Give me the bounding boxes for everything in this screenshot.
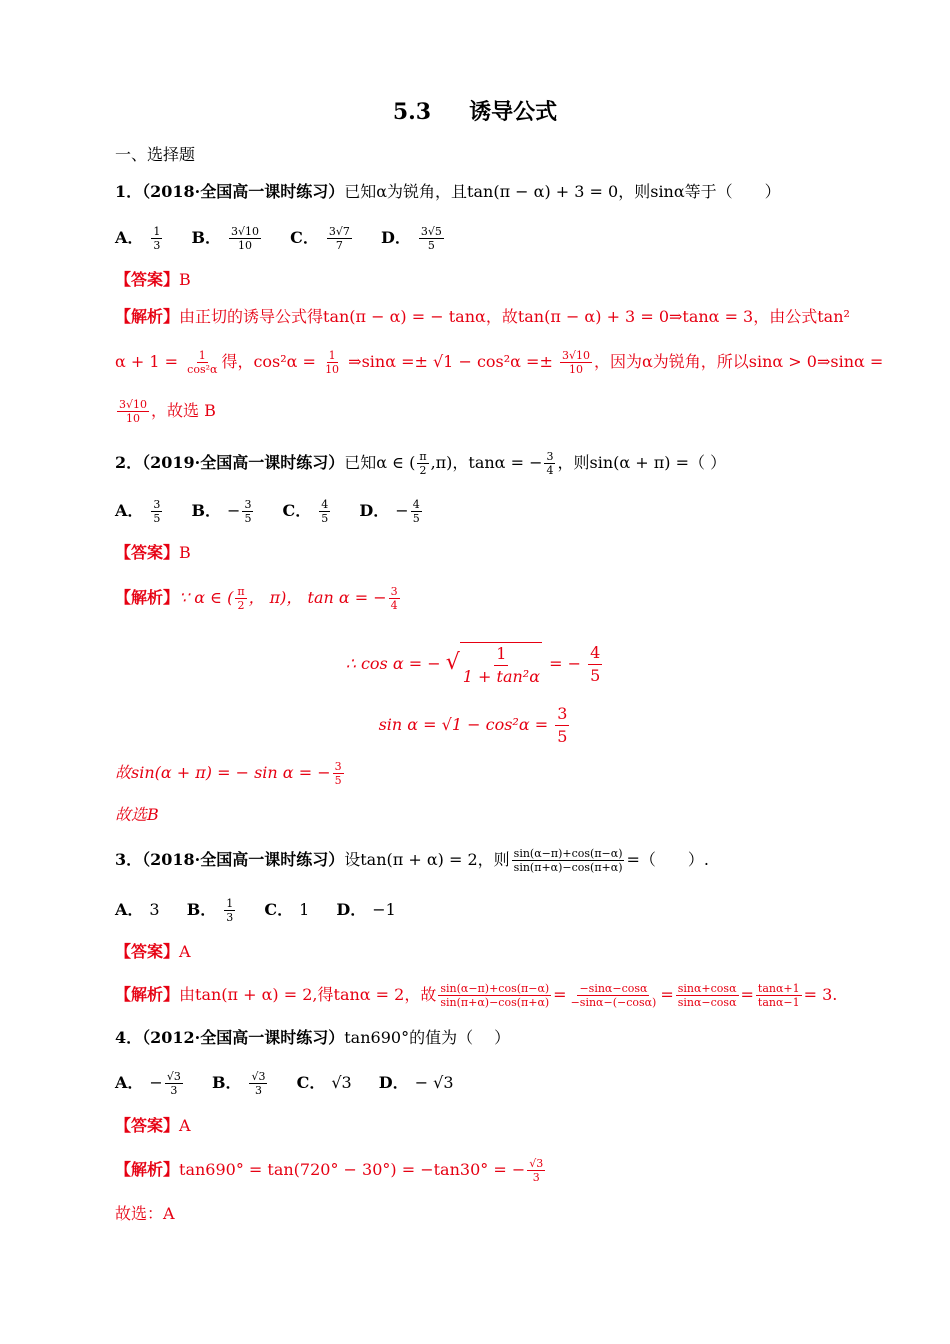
option-b: B． $\frac{1}{3}$ — [186, 897, 234, 924]
option-c: C． $\frac{3√7}{7}$ — [290, 225, 350, 252]
question-1: 1．（2018·全国高一课时练习）已知α为锐角，且tan(π − α) + 3 = 0，则sinα等于（ ） — [115, 182, 781, 201]
option-a: A． 3 — [115, 900, 160, 919]
answer-1: 【答案】B — [115, 270, 191, 289]
option-d: D． − $\frac{4}{5}$ — [359, 498, 420, 525]
option-b: B． $\frac{3√10}{10}$ — [191, 225, 260, 252]
option-b: B． − $\frac{3}{5}$ — [191, 498, 252, 525]
page-title: 5.3 诱导公式 — [392, 99, 558, 125]
analysis-1-line1: 【解析】由正切的诱导公式得tan(π − α) = − tanα，故tan(π − α) + 3 = 0⇒tanα = 3，由公式tan² — [115, 307, 850, 326]
option-d: D． $\frac{3√5}{5}$ — [381, 225, 442, 252]
question-2: 2．（2019·全国高一课时练习）已知α ∈ ( $\frac{\pi}{2}$ ,π)，tanα = − $\frac{3}{4}$ ，则sin(α + π) =（ ） — [115, 450, 727, 477]
option-a: A． $\frac{3}{5}$ — [115, 498, 161, 525]
question-1-options — [115, 224, 468, 252]
answer-4: 【答案】A — [115, 1116, 191, 1135]
option-b: B． $\frac{√3}{3}$ — [211, 1070, 266, 1097]
analysis-2-eq2: sin α = √1 − cos²α = $\frac{3}{5}$ — [378, 704, 568, 746]
answer-3: 【答案】A — [115, 942, 191, 961]
option-c: C． √3 — [296, 1073, 352, 1092]
question-3-options — [115, 896, 418, 924]
answer-2: 【答案】B — [115, 543, 191, 562]
option-a: A． $\frac{1}{3}$ — [115, 225, 161, 252]
question-2-options — [115, 497, 446, 525]
analysis-2-line: 故sin(α + π) = − sin α = − $\frac{3}{5}$ — [115, 760, 342, 787]
option-c: C． $\frac{4}{5}$ — [282, 498, 329, 525]
analysis-4: 【解析】tan690° = tan(720° − 30°) = −tan30° = − $\frac{√3}{3}$ — [115, 1157, 544, 1184]
question-4-options — [115, 1069, 476, 1097]
analysis-2-eq1: ∴ cos α = − √ $\frac{1}{\text{1 + tan²α}}$ = − $\frac{4}{5}$ — [345, 643, 601, 686]
analysis-1-line2: α + 1 = $\frac{1}{\text{cos²α}}$ 得，cos²α = $\frac{1}{10}$ ⇒sinα =± √1 − cos²α =± $\frac{3√10}{10}$ ，因为α为锐角，所以sinα > 0⇒sinα = — [115, 349, 884, 376]
analysis-2-line1: 【解析】∵ α ∈ ( $\frac{\pi}{2}$ ， π)， tan α = − $\frac{3}{4}$ — [115, 585, 398, 612]
analysis-3: 【解析】由tan(π + α) = 2,得tanα = 2，故 $\frac{\sin(\alpha-\pi)+\cos(\pi-\alpha)}{\sin(\pi+\alpha)-\cos(\pi+\alpha)}$ = $\frac{-\sin\alpha-\cos\alpha}{-\sin\alpha-(-\cos\alpha)}$ = $\frac{\sin\alpha+\cos\alpha}{\sin\alpha-\cos\alpha}$ = $\frac{\tan\alpha+1}{\tan\alpha-1}$ = 3. — [115, 982, 838, 1009]
analysis-2-final: 故选B — [115, 805, 159, 824]
option-d: D． −1 — [336, 900, 396, 919]
question-3: 3．（2018·全国高一课时练习）设tan(π + α) = 2，则 $\frac{\sin(\alpha-\pi)+\cos(\pi-\alpha)}{\sin(\pi+\alpha)-\cos(\pi+\alpha)}$ =（ ）. — [115, 847, 709, 874]
analysis-4-final: 故选：A — [115, 1204, 175, 1223]
option-a: A． − $\frac{√3}{3}$ — [115, 1070, 181, 1097]
option-d: D． − √3 — [378, 1073, 454, 1092]
question-4: 4．（2012·全国高一课时练习）tan690°的值为（ ） — [115, 1028, 511, 1047]
analysis-1-line3: $\frac{3√10}{10}$ ，故选 B — [119, 398, 216, 425]
option-c: C． 1 — [264, 900, 310, 919]
section-heading: 一、选择题 — [115, 145, 196, 164]
